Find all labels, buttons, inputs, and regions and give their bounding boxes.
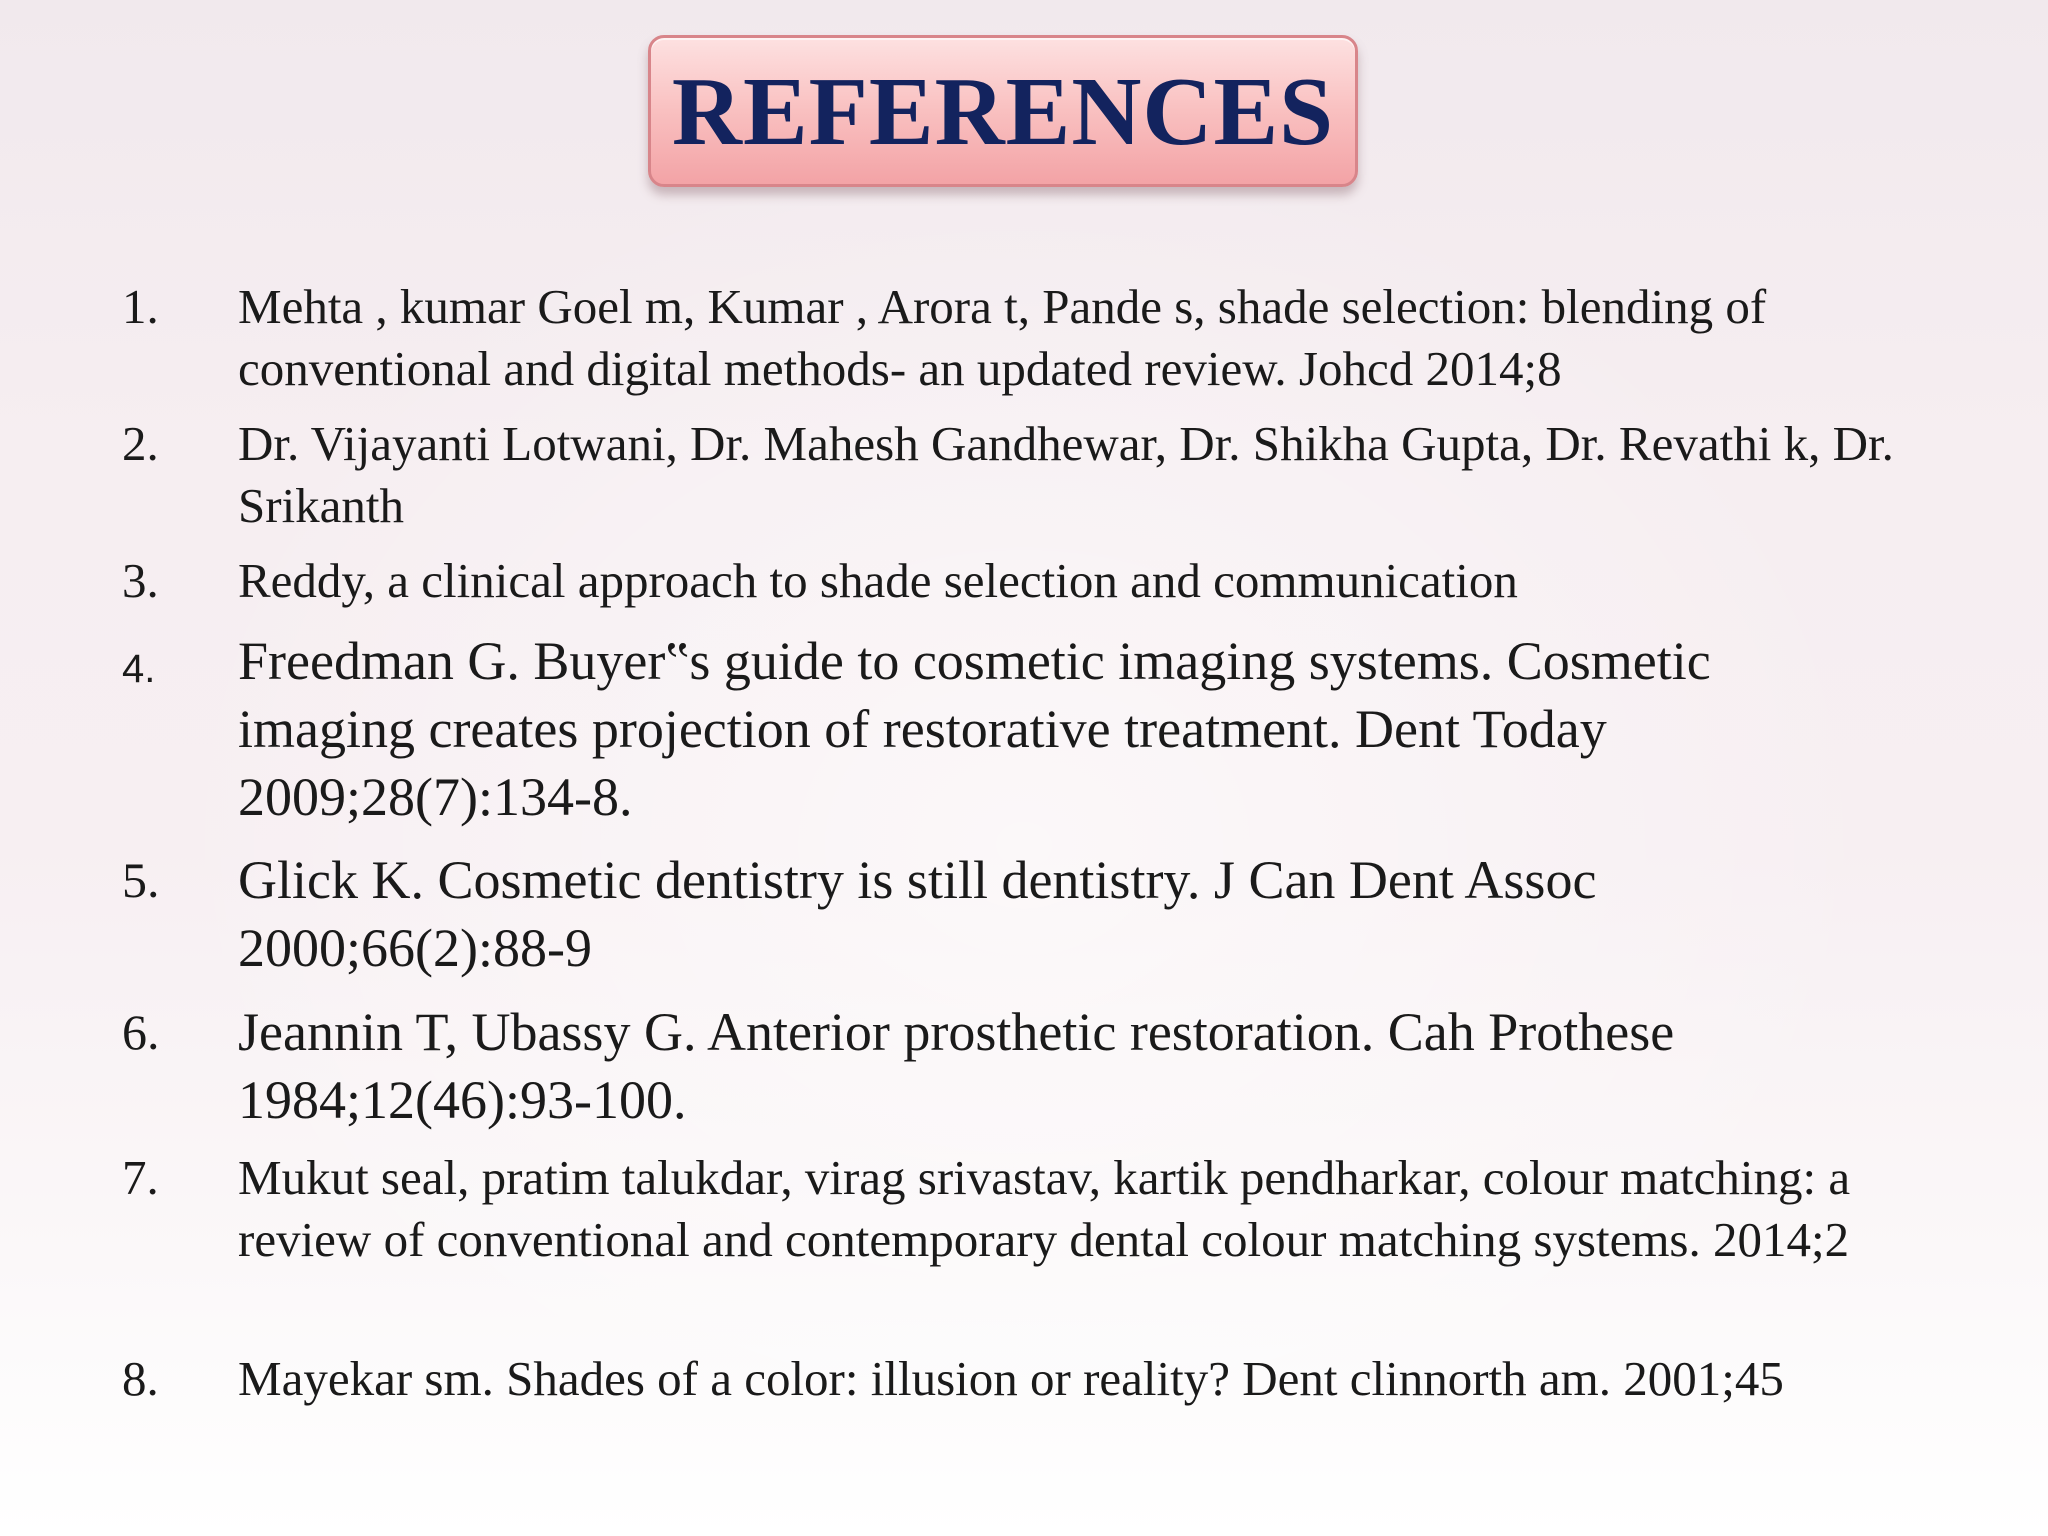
reference-text: Reddy, a clinical approach to shade selection and communication bbox=[238, 553, 1518, 608]
reference-text: Dr. Vijayanti Lotwani, Dr. Mahesh Gandhewar, Dr. Shikha Gupta, Dr. Revathi k, Dr. Srikanth bbox=[238, 416, 1894, 533]
reference-number: 7. bbox=[122, 1150, 159, 1205]
reference-number: 1. bbox=[122, 279, 159, 334]
reference-text: Glick K. Cosmetic dentistry is still dentistry. J Can Dent Assoc 2000;66(2):88-9 bbox=[238, 850, 1597, 978]
reference-number: 5. bbox=[122, 852, 160, 908]
reference-number: 4. bbox=[122, 647, 156, 691]
slide-title: REFERENCES bbox=[671, 57, 1335, 165]
reference-number: 8. bbox=[122, 1351, 159, 1406]
reference-number: 6. bbox=[122, 1004, 160, 1060]
reference-text: Jeannin T, Ubassy G. Anterior prosthetic restoration. Cah Prothese 1984;12(46):93-100. bbox=[238, 1002, 1675, 1130]
reference-text: Mukut seal, pratim talukdar, virag srivastav, kartik pendharkar, colour matching: a review of conventional and contemporary dental colour matching systems. 2014;2 bbox=[238, 1150, 1851, 1267]
reference-text: Mayekar sm. Shades of a color: illusion or reality? Dent clinnorth am. 2001;45 bbox=[238, 1351, 1784, 1406]
reference-text: Freedman G. Buyer‟s guide to cosmetic imaging systems. Cosmetic imaging creates projection of restorative treatment. Dent Today 2009;28(7):134-8. bbox=[238, 631, 1711, 827]
reference-text: Mehta , kumar Goel m, Kumar , Arora t, Pande s, shade selection: blending of conventional and digital methods- an updated review. Johcd 2014;8 bbox=[238, 279, 1767, 396]
reference-number: 2. bbox=[122, 416, 159, 471]
reference-number: 3. bbox=[122, 553, 159, 608]
